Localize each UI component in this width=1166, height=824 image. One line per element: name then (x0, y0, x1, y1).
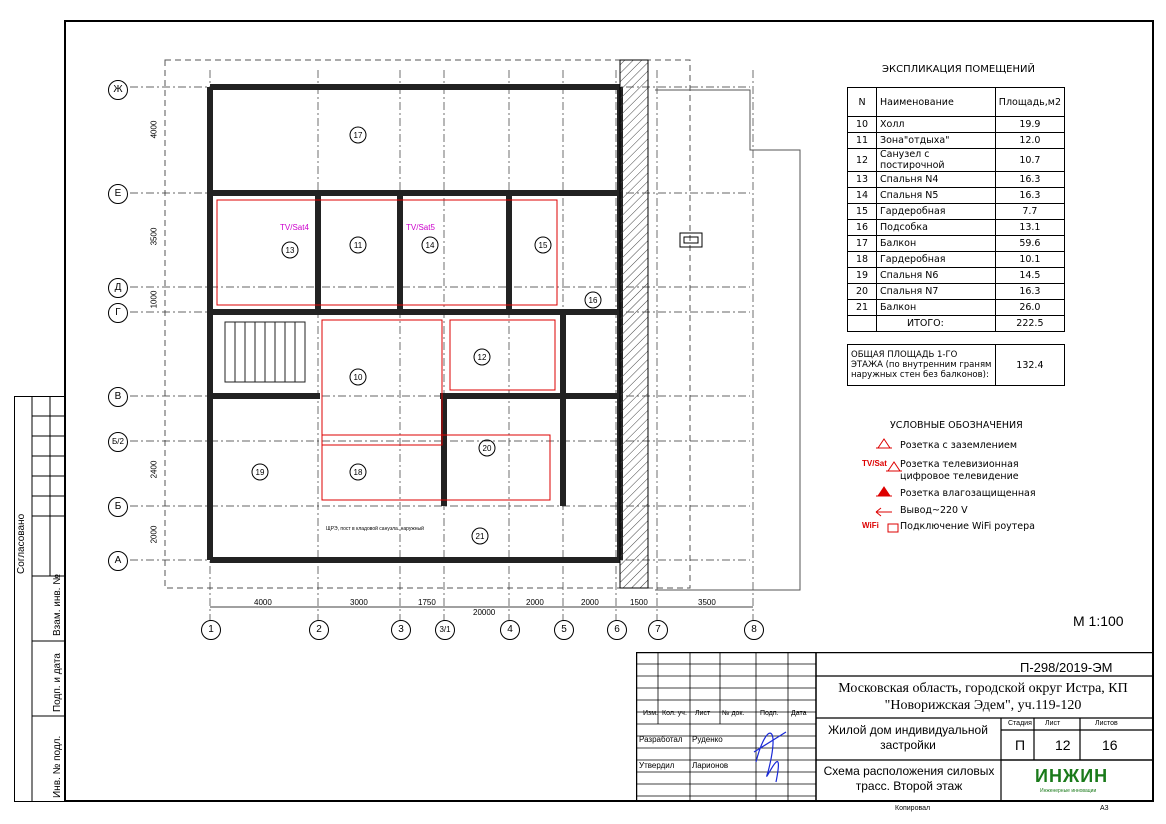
row-dim: 2400 (149, 460, 159, 479)
axis-row-marker: А (108, 551, 128, 571)
axis-row-marker: В (108, 387, 128, 407)
table-row: 16 Подсобка 13.1 (848, 220, 1065, 236)
col-dim: 2000 (581, 598, 599, 607)
floor-area-row: ОБЩАЯ ПЛОЩАДЬ 1-ГО ЭТАЖА (по внутренним граням наружных стен без балконов): 132.4 (848, 345, 1065, 386)
axis-col-marker: 7 (648, 620, 668, 640)
axis-col-marker: 5 (554, 620, 574, 640)
project-code: П-298/2019-ЭМ (1020, 660, 1113, 675)
axis-row-marker: Д (108, 278, 128, 298)
col-header-area: Площадь,м2 (995, 88, 1064, 117)
tb-col: Лист (695, 710, 711, 717)
legend-item: Вывод~220 V (900, 505, 968, 516)
explication-table (847, 87, 1065, 386)
approved-name: Ларионов (692, 761, 729, 770)
table-row: 21 Балкон 26.0 (848, 300, 1065, 316)
table-row: 11 Зона"отдыха" 12.0 (848, 133, 1065, 149)
room-21: 21 (475, 532, 485, 541)
row-dim: 3500 (149, 227, 159, 246)
format-label: А3 (1100, 805, 1109, 812)
sheets-total: 16 (1102, 737, 1118, 753)
axis-col-marker: 6 (607, 620, 627, 640)
legend-title: УСЛОВНЫЕ ОБОЗНАЧЕНИЯ (890, 420, 1023, 431)
axis-row-marker: Г (108, 303, 128, 323)
row-dim: 1000 (149, 290, 159, 309)
tb-col: Изм. (643, 710, 658, 717)
signature (754, 732, 786, 782)
table-row: 15 Гардеробная 7.7 (848, 204, 1065, 220)
room-11: 11 (353, 241, 363, 250)
legend-item: Розетка влагозащищенная (900, 488, 1036, 499)
legend-tv-symbol: TV/Sat (862, 459, 887, 468)
table-row: 10 Холл 19.9 (848, 117, 1065, 133)
company-logo: ИНЖИН (1035, 766, 1109, 786)
shield-label: ЩРЭ, пост в кладовой санузла. наружный (326, 526, 424, 532)
legend-wifi-symbol: WiFi (862, 521, 879, 530)
stage-label: Стадия (1008, 720, 1032, 727)
room-14: 14 (425, 241, 435, 250)
tb-col: Дата (791, 710, 807, 717)
col-dim: 3500 (698, 598, 716, 607)
sheet-title: Схема расположения силовых трасс. Второй этаж (823, 764, 995, 793)
legend-item: Розетка телевизионная цифровое телевидение (900, 459, 1019, 482)
room-17: 17 (353, 131, 363, 140)
room-12: 12 (477, 353, 487, 362)
sheet-label: Лист (1045, 720, 1061, 727)
developed-label: Разработал (639, 735, 683, 744)
axis-col-marker: 1 (201, 620, 221, 640)
project-location: Московская область, городской округ Истра, КП "Новорижская Эдем", уч.119-120 (838, 681, 1128, 713)
tv-label-1: TV/Sat4 (280, 223, 309, 232)
col-header-n: N (848, 88, 877, 117)
room-15: 15 (538, 241, 548, 250)
legend-item: Розетка с заземлением (900, 440, 1018, 451)
stage-value: П (1015, 737, 1026, 753)
total-dim: 20000 (473, 608, 496, 617)
copied-label: Копировал (895, 805, 931, 812)
axis-col-marker: 3 (391, 620, 411, 640)
podp-data-label: Подп. и дата (52, 653, 63, 712)
room-10: 10 (353, 373, 363, 382)
object-name: Жилой дом индивидуальной застройки (828, 723, 988, 752)
axis-col-marker: 8 (744, 620, 764, 640)
table-row: 17 Балкон 59.6 (848, 236, 1065, 252)
sheets-label: Листов (1095, 720, 1118, 727)
axis-row-marker: Е (108, 184, 128, 204)
room-19: 19 (255, 468, 265, 477)
col-dim: 2000 (526, 598, 544, 607)
room-18: 18 (353, 468, 363, 477)
col-dim: 4000 (254, 598, 272, 607)
axis-row-marker: Ж (108, 80, 128, 100)
vzam-label: Взам. инв. № (52, 574, 63, 636)
col-header-name: Наименование (877, 88, 996, 117)
approved-label: Утвердил (639, 761, 675, 770)
axis-row-marker: Б (108, 497, 128, 517)
axis-col-marker: 3/1 (435, 620, 455, 640)
table-row: 13 Спальня N4 16.3 (848, 172, 1065, 188)
axis-col-marker: 4 (500, 620, 520, 640)
company-logo-subtitle: Инженерные инновации (1040, 788, 1097, 794)
col-dim: 1750 (418, 598, 436, 607)
table-row: 14 Спальня N5 16.3 (848, 188, 1065, 204)
col-dim: 3000 (350, 598, 368, 607)
table-row: 20 Спальня N7 16.3 (848, 284, 1065, 300)
table-row: 12 Санузел с постирочной 10.7 (848, 149, 1065, 172)
axis-col-marker: 2 (309, 620, 329, 640)
axis-row-marker: Б/2 (108, 432, 128, 452)
tb-col: № док. (722, 710, 745, 717)
agreed-label: Согласовано (16, 513, 27, 574)
room-16: 16 (588, 296, 598, 305)
row-dim: 4000 (149, 120, 159, 139)
scale-label: М 1:100 (1073, 613, 1124, 629)
room-20: 20 (482, 444, 492, 453)
inv-podl-label: Инв. № подл. (52, 735, 63, 798)
table-row: 18 Гардеробная 10.1 (848, 252, 1065, 268)
col-dim: 1500 (630, 598, 648, 607)
total-row: ИТОГО: 222.5 (848, 316, 1065, 332)
row-dim: 2000 (149, 525, 159, 544)
legend-item: Подключение WiFi роутера (900, 521, 1035, 532)
explication-title: ЭКСПЛИКАЦИЯ ПОМЕЩЕНИЙ (882, 64, 1035, 75)
sheet-number: 12 (1055, 737, 1071, 753)
tb-col: Кол. уч. (662, 710, 687, 717)
exterior-outline (650, 50, 850, 610)
developed-name: Руденко (692, 735, 723, 744)
table-row: 19 Спальня N6 14.5 (848, 268, 1065, 284)
tv-label-2: TV/Sat5 (406, 223, 435, 232)
left-stamp-strip (14, 396, 66, 802)
room-13: 13 (285, 246, 295, 255)
tb-col: Подп. (760, 710, 779, 717)
